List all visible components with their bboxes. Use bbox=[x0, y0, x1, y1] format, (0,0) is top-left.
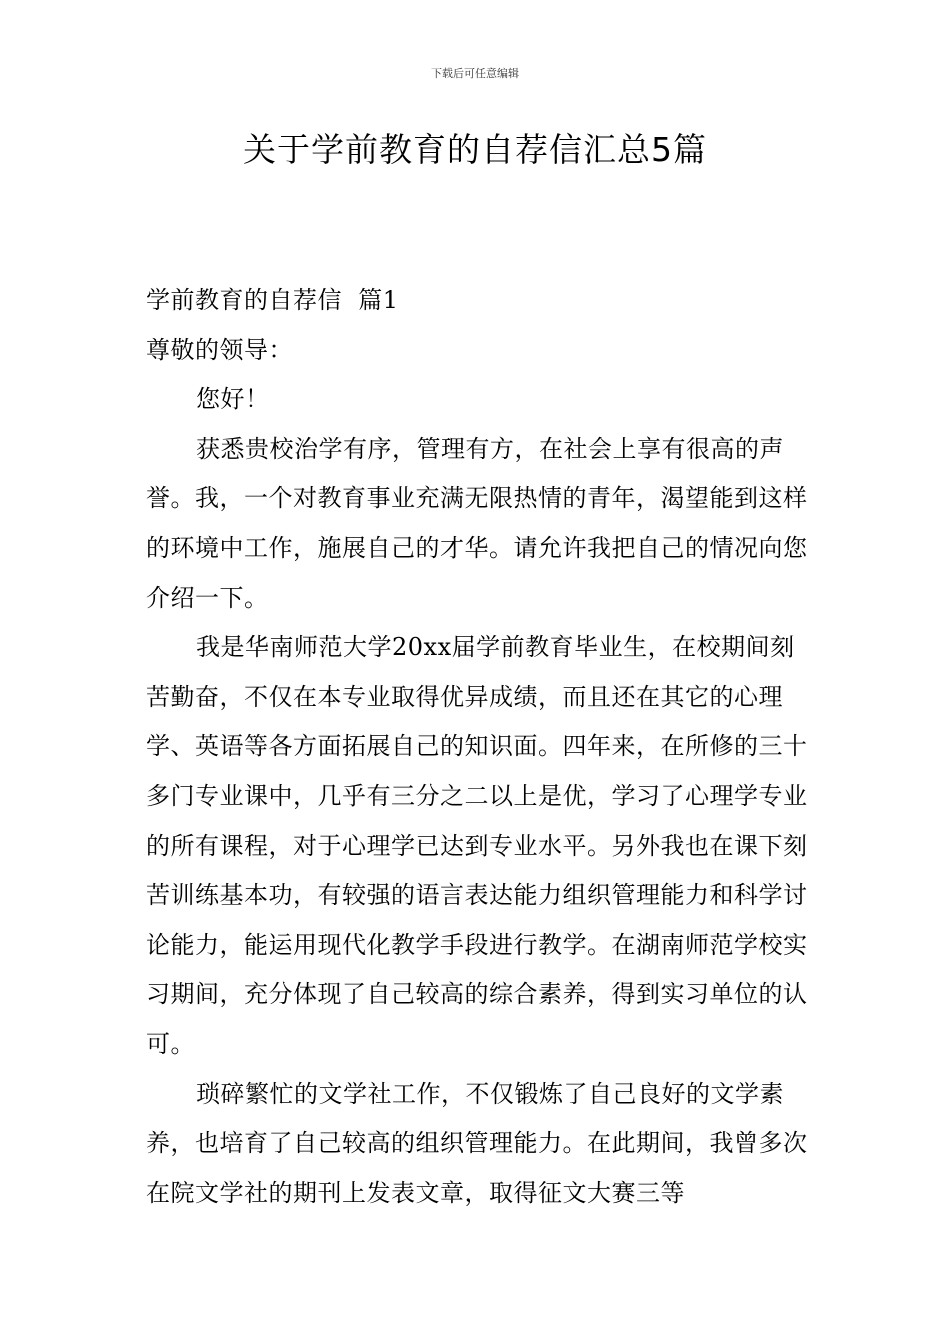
greeting: 您好！ bbox=[196, 385, 270, 414]
salutation: 尊敬的领导： bbox=[146, 335, 293, 364]
document-title: 关于学前教育的自荐信汇总5篇 bbox=[243, 130, 707, 169]
paragraph-1: 获悉贵校治学有序，管理有方，在社会上享有很高的声誉。我，一个对教育事业充满无限热情的青年，渴望能到这样的环境中工作，施展自己的才华。请允许我把自己的情况向您介绍一下。 bbox=[146, 434, 808, 612]
header-note: 下载后可任意编辑 bbox=[431, 67, 519, 80]
section-heading: 学前教育的自荐信 篇1 bbox=[146, 286, 399, 314]
document-body bbox=[146, 276, 808, 1218]
paragraph-2: 我是华南师范大学20xx届学前教育毕业生，在校期间刻苦勤奋，不仅在本专业取得优异成绩，而且还在其它的心理学、英语等各方面拓展自己的知识面。四年来，在所修的三十多门专业课中，几乎有三分之二以上是优，学习了心理学专业的所有课程，对于心理学已达到专业水平。另外我也在课下刻苦训练基本功，有较强的语言表达能力组织管理能力和科学讨论能力，能运用现代化教学手段进行教学。在湖南师范学校实习期间，充分体现了自己较高的综合素养，得到实习单位的认可。 bbox=[146, 633, 808, 1058]
paragraph-3: 琐碎繁忙的文学社工作，不仅锻炼了自己良好的文学素养，也培育了自己较高的组织管理能力。在此期间，我曾多次在院文学社的期刊上发表文章，取得征文大赛三等 bbox=[146, 1079, 808, 1207]
